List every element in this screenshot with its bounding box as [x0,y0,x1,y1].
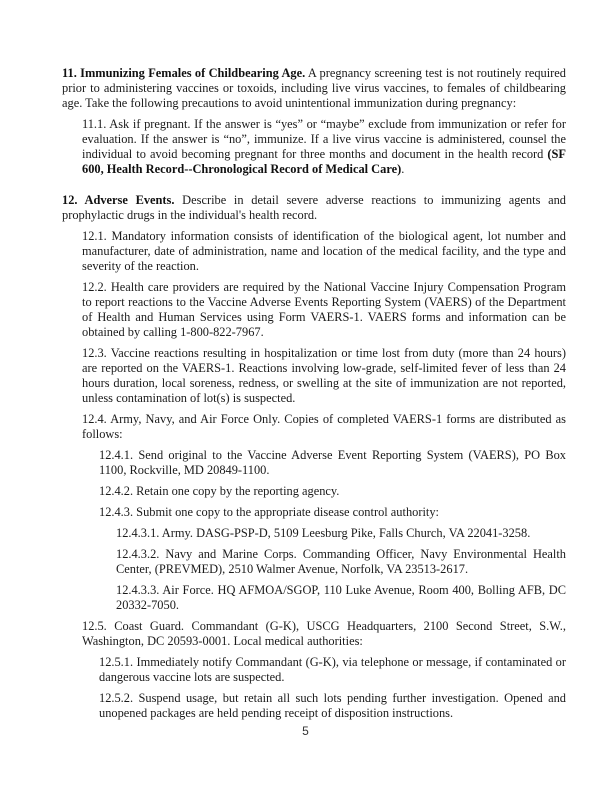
paragraph-12-3: 12.3. Vaccine reactions resulting in hospitalization or time lost from duty (more than 24 hours) are reported on the VAERS-1. Reactions involving low-grade, self-limited fever of less than 24 hours duration, local soreness, redness, or swelling at the site of immunization are not reported, unless contamination of lot(s) is suspected. [82,346,566,405]
paragraph-11-1-end: . [401,162,405,176]
paragraph-12-5-2: 12.5.2. Suspend usage, but retain all such lots pending further investigation. Opened and unopened packages are held pending receipt of disposition instructions. [99,691,566,720]
section-12-paragraph [62,193,566,223]
paragraph-12-1: 12.1. Mandatory information consists of identification of the biological agent, lot number and manufacturer, date of administration, name and location of the medical facility, and the type and severity of the reaction. [82,229,566,273]
paragraph-11-1 [82,117,566,177]
section-gap [62,183,566,193]
paragraph-12-5-1: 12.5.1. Immediately notify Commandant (G-K), via telephone or message, if contaminated or dangerous vaccine lots are suspected. [99,655,566,684]
paragraph-11-1-text: 11.1. Ask if pregnant. If the answer is “yes” or “maybe” exclude from immunization or refer for evaluation. If the answer is “no”, immunize. If a live virus vaccine is administered, counsel the individual to avoid becoming pregnant for three months and document in the health record [82,117,566,161]
page-number: 5 [302,724,309,738]
section-11-paragraph [62,66,566,111]
section-11-heading: 11. Immunizing Females of Childbearing Age. [62,66,306,80]
paragraph-12-4-3-3: 12.4.3.3. Air Force. HQ AFMOA/SGOP, 110 Luke Avenue, Room 400, Bolling AFB, DC 20332-7050. [116,583,566,612]
section-12-heading: 12. Adverse Events. [62,193,175,207]
paragraph-12-4-3-2: 12.4.3.2. Navy and Marine Corps. Commanding Officer, Navy Environmental Health Center, (PREVMED), 2510 Walmer Avenue, Norfolk, VA 23513-2617. [116,547,566,576]
paragraph-12-4-3: 12.4.3. Submit one copy to the appropriate disease control authority: [99,505,439,519]
paragraph-12-4-1: 12.4.1. Send original to the Vaccine Adverse Event Reporting System (VAERS), PO Box 1100, Rockville, MD 20849-1100. [99,448,566,477]
paragraph-12-4: 12.4. Army, Navy, and Air Force Only. Copies of completed VAERS-1 forms are distributed as follows: [82,412,566,441]
document-page [62,66,566,727]
paragraph-12-2: 12.2. Health care providers are required by the National Vaccine Injury Compensation Program to report reactions to the Vaccine Adverse Events Reporting System (VAERS) of the Department of Health and Human Services using Form VAERS-1. VAERS forms and information can be obtained by calling 1-800-822-7967. [82,280,566,339]
section-11-body: A pregnancy screening test is not routinely required prior to administering vaccines or toxoids, including live virus vaccines, to females of childbearing age. Take the following precautions to avoid unintentional immunization during pregnancy: [62,66,567,110]
paragraph-12-4-3-1: 12.4.3.1. Army. DASG-PSP-D, 5109 Leesburg Pike, Falls Church, VA 22041-3258. [116,526,531,540]
paragraph-12-4-2: 12.4.2. Retain one copy by the reporting agency. [99,484,340,498]
section-12-body: Describe in detail severe adverse reactions to immunizing agents and prophylactic drugs in the individual's health record. [62,193,566,222]
paragraph-11-1-form-ref: (SF 600, Health Record--Chronological Record of Medical Care) [82,147,566,176]
paragraph-12-5: 12.5. Coast Guard. Commandant (G-K), USCG Headquarters, 2100 Second Street, S.W., Washington, DC 20593-0001. Local medical authorities: [82,619,566,648]
